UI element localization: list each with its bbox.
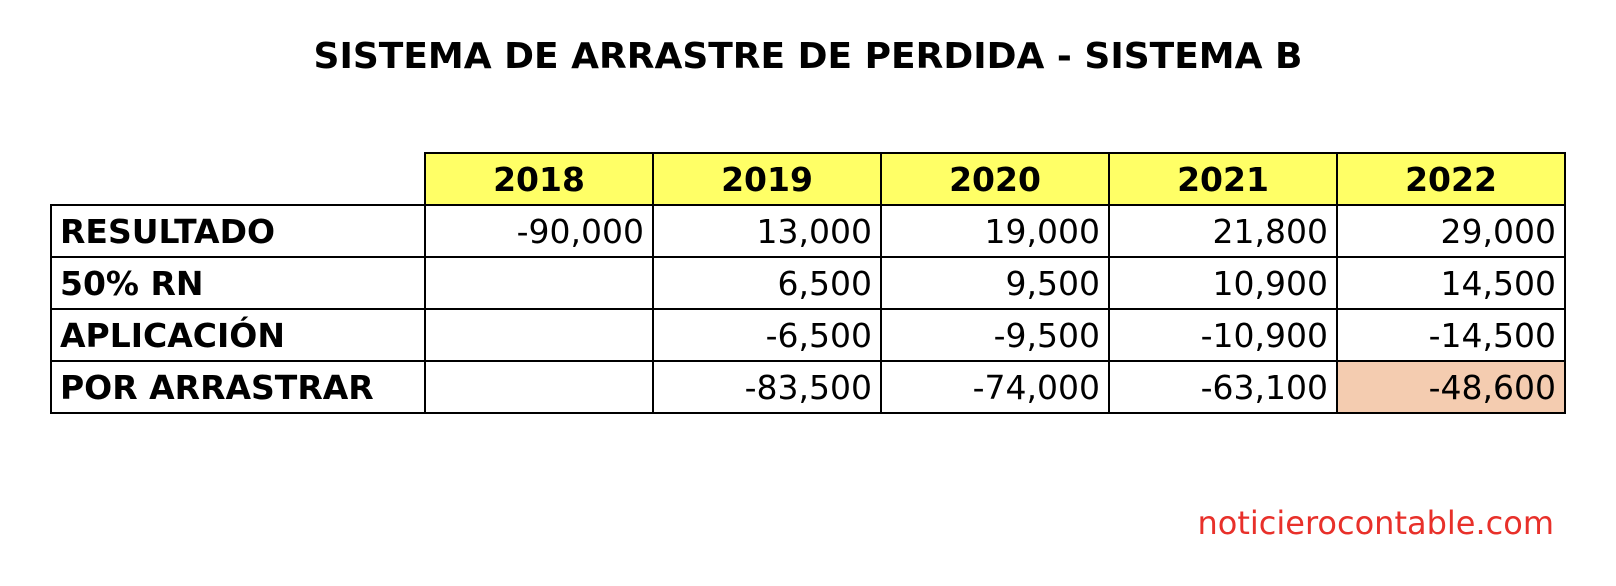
table-cell: 19,000: [881, 205, 1109, 257]
table-cell: -6,500: [653, 309, 881, 361]
row-label: 50% RN: [51, 257, 425, 309]
source-watermark: noticierocontable.com: [1197, 504, 1554, 542]
year-header-cell: 2019: [653, 153, 881, 205]
row-label: POR ARRASTRAR: [51, 361, 425, 413]
table-cell: -10,900: [1109, 309, 1337, 361]
table-cell: [425, 257, 653, 309]
table-cell: -9,500: [881, 309, 1109, 361]
table-cell: 6,500: [653, 257, 881, 309]
table-cell: [425, 309, 653, 361]
header-blank-cell: [51, 153, 425, 205]
table-cell: 9,500: [881, 257, 1109, 309]
row-label: RESULTADO: [51, 205, 425, 257]
table-cell: 21,800: [1109, 205, 1337, 257]
page-title: SISTEMA DE ARRASTRE DE PERDIDA - SISTEMA B: [313, 36, 1303, 77]
year-header-cell: 2021: [1109, 153, 1337, 205]
table-cell: -90,000: [425, 205, 653, 257]
table-header-row: [51, 153, 1565, 205]
table-cell: 10,900: [1109, 257, 1337, 309]
year-header-cell: 2020: [881, 153, 1109, 205]
table-cell: -63,100: [1109, 361, 1337, 413]
table-row-aplicacion: [51, 309, 1565, 361]
table-cell: -74,000: [881, 361, 1109, 413]
table-cell: [425, 361, 653, 413]
table-cell: 14,500: [1337, 257, 1565, 309]
table-cell: -14,500: [1337, 309, 1565, 361]
row-label: APLICACIÓN: [51, 309, 425, 361]
table-cell: 29,000: [1337, 205, 1565, 257]
loss-carryforward-table: [50, 152, 1566, 414]
year-header-cell: 2022: [1337, 153, 1565, 205]
year-header-cell: 2018: [425, 153, 653, 205]
table-row-por-arrastrar: [51, 361, 1565, 413]
table-row-50-rn: [51, 257, 1565, 309]
highlighted-table-cell: -48,600: [1337, 361, 1565, 413]
table-row-resultado: [51, 205, 1565, 257]
table-cell: 13,000: [653, 205, 881, 257]
table-cell: -83,500: [653, 361, 881, 413]
